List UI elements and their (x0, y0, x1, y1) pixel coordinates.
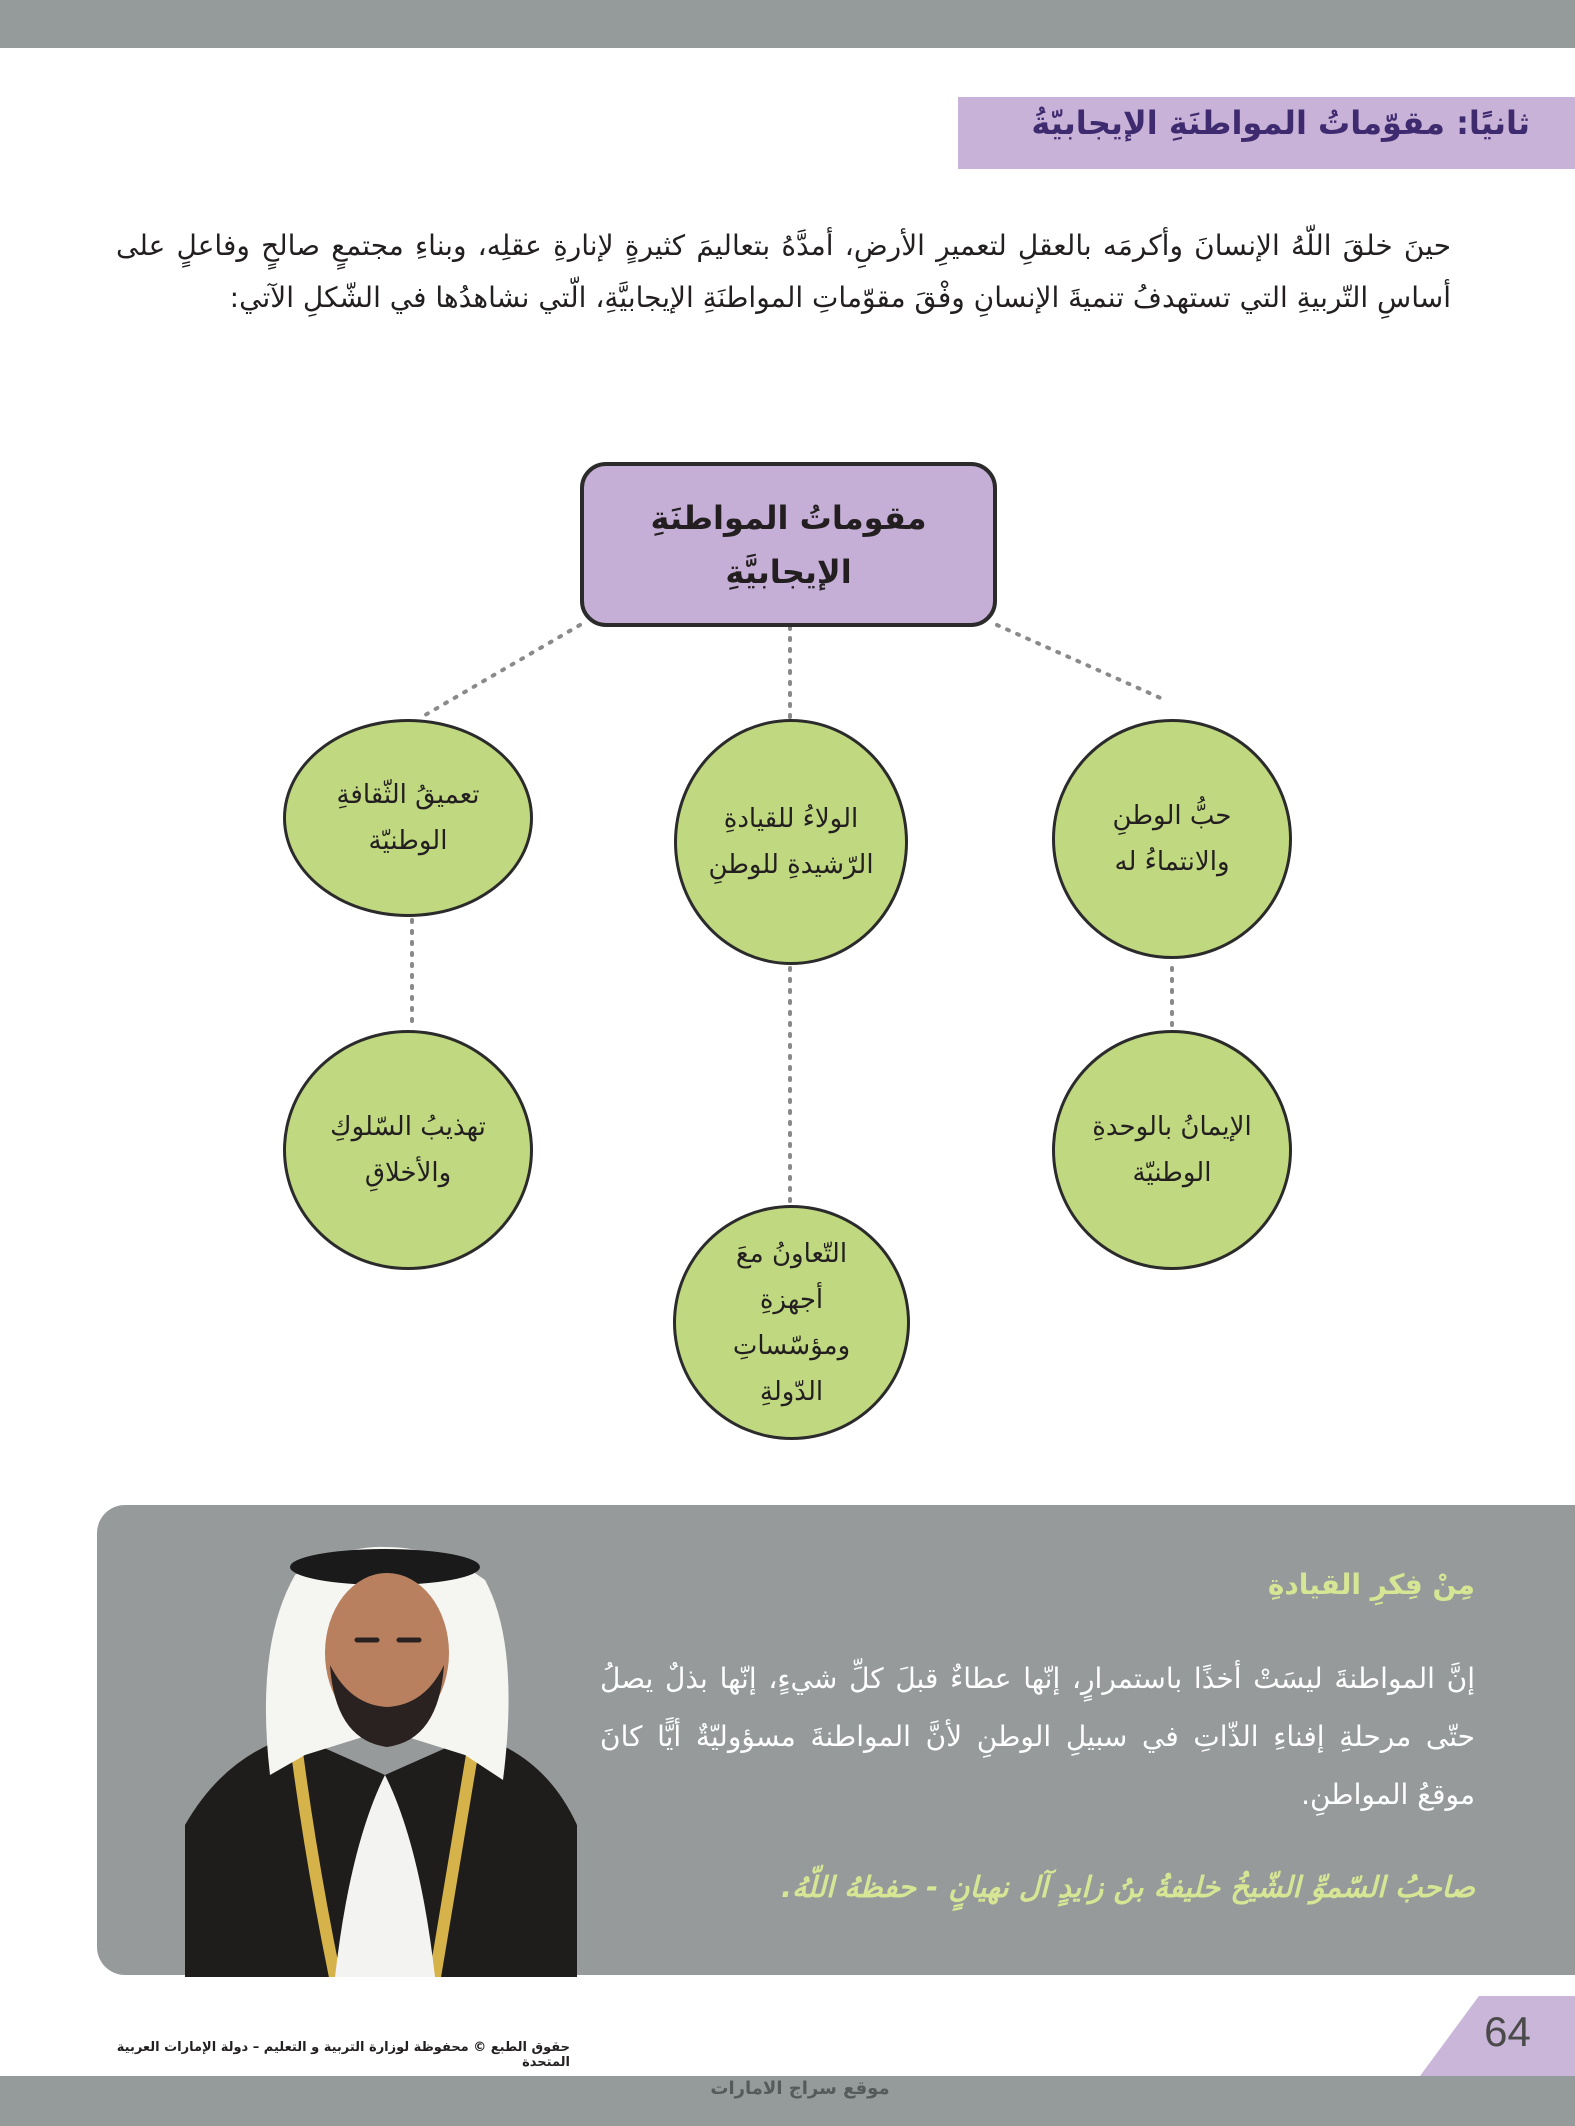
diagram-root: مقوماتُ المواطنَةِ الإيجابيَّةِ (580, 462, 997, 627)
node-national-unity: الإيمانُ بالوحدةِ الوطنيّة (1052, 1030, 1292, 1270)
quote-heading: مِنْ فِكرِ القيادةِ (1267, 1568, 1475, 1601)
node-national-culture: تعميقُ الثّقافةِ الوطنيّة (283, 719, 533, 917)
connector-root-right (997, 625, 1165, 700)
quote-text: إنَّ المواطنةَ ليسَتْ أخذًا باستمرارٍ، إنّها عطاءٌ قبلَ كلِّ شيءٍ، إنّها بذلٌ يصلُ حتّى مرحلةِ إفناءِ الذّاتِ في سبيلِ الوطنِ لأنَّ المواطنةَ مسؤوليّةٌ أيًّا كانَ موقعُ المواطنِ. (600, 1662, 1475, 1811)
footer-site-label: موقع سراج الامارات (710, 2078, 890, 2099)
node-cooperation-with-state: التّعاونُ معَ أجهزةِ ومؤسّساتِ الدّولةِ (673, 1205, 910, 1440)
node-behavior-and-ethics: تهذيبُ السّلوكِ والأخلاقِ (283, 1030, 533, 1270)
quote-attribution: صاحبُ السّموِّ الشّيخُ خليفةُ بنُ زايدٍ آل نهيانٍ - حفظهُ اللّهُ. (780, 1870, 1475, 1904)
leader-portrait (185, 1525, 577, 1977)
copyright-notice: حقوق الطبع © محفوظة لوزارة التربية و التعليم – دولة الإمارات العربية المتحدة (116, 2040, 570, 2070)
node-love-of-country: حبُّ الوطنِ والانتماءُ له (1052, 719, 1292, 959)
section-title: ثانيًا: مقوّماتُ المواطنَةِ الإيجابيّةُ (1031, 104, 1530, 142)
page-number: 64 (1484, 2008, 1531, 2055)
intro-paragraph: حينَ خلقَ اللّهُ الإنسانَ وأكرمَه بالعقلِ لتعميرِ الأرضِ، أمدَّهُ بتعاليمَ كثيرةٍ لإنارةِ عقلِه، وبناءِ مجتمعٍ صالحٍ وفاعلٍ على أساسِ التّربيةِ التي تستهدفُ تنميةَ الإنسانِ وفْقَ مقوّماتِ المواطنَةِ الإيجابيَّةِ، الّتي نشاهدُها في الشّكلِ الآتي: (116, 229, 1451, 314)
connector-root-left (420, 625, 580, 718)
node-loyalty-to-leadership: الولاءُ للقيادةِ الرّشيدةِ للوطنِ (674, 719, 908, 965)
